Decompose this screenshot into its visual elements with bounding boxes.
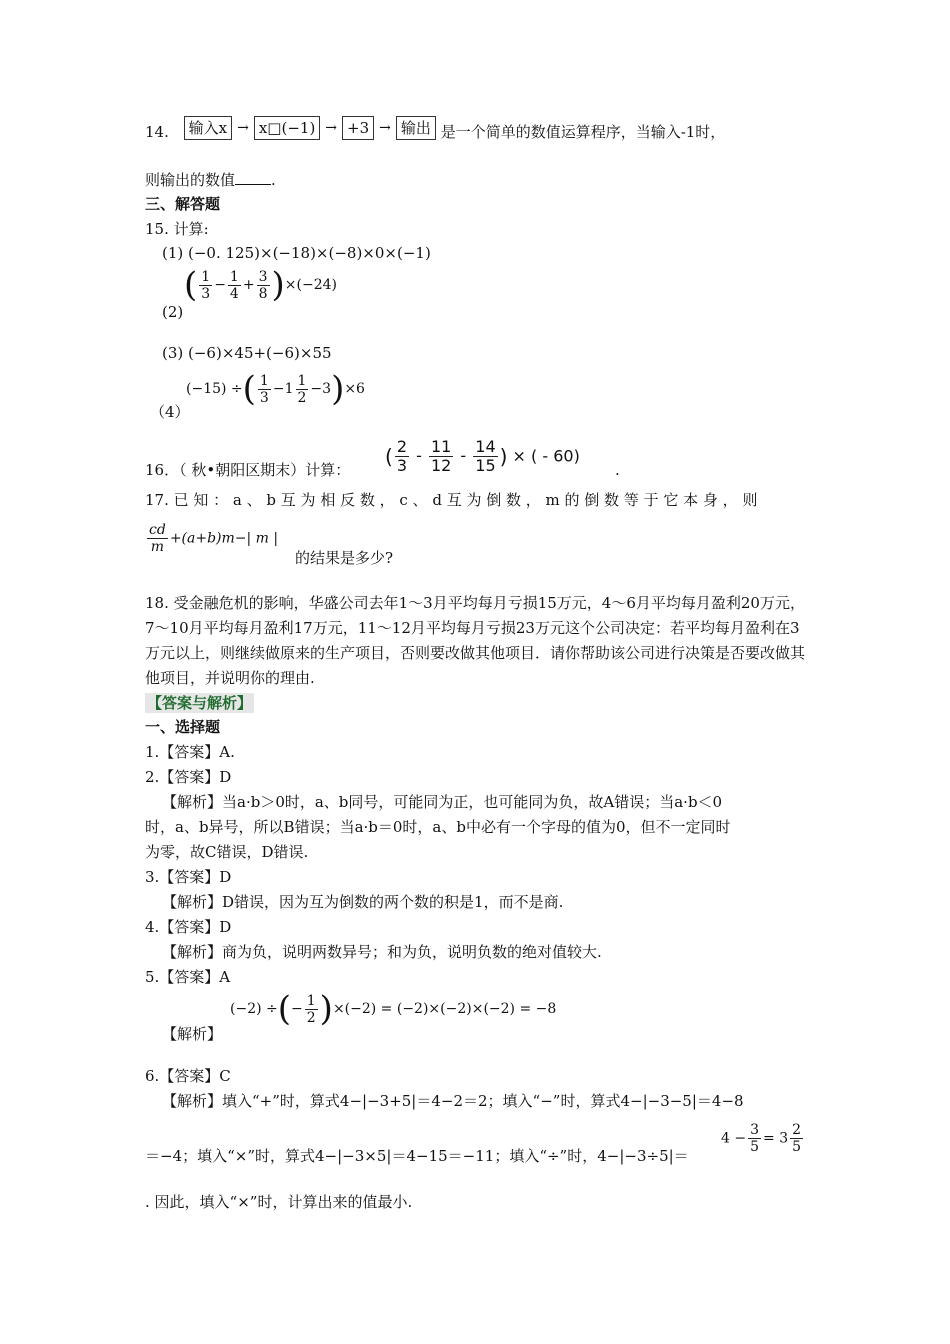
q14-number: 14. (145, 123, 169, 141)
answers-title-label: 【答案与解析】 (147, 694, 253, 712)
answer-5-formula: (−2) ÷(− $\frac{1}{2}$ )×(−2) = (−2)×(−2)×(−2) = −8 (230, 989, 557, 1029)
flow-box-output: 输出 (396, 116, 436, 140)
section-heading-3: 三、解答题 (145, 195, 221, 213)
q14-prompt: 则输出的数值 (145, 171, 236, 189)
q17-line1: 17. 已 知 ： a 、 b 互 为 相 反 数 ， c 、 d 互 为 倒 数 ， m 的 倒 数 等 于 它 本 身 ， 则 (145, 491, 758, 509)
answer-blank (235, 170, 271, 185)
answer-6-formula: 4 − $\frac{3}{5}$ = 3 $\frac{2}{5}$ (721, 1122, 802, 1155)
q15-part3: (3) (−6)×45+(−6)×55 (162, 344, 332, 362)
q15-part1: (1) (−0. 125)×(−18)×(−8)×0×(−1) (162, 244, 431, 262)
arrow-icon: → (379, 120, 391, 136)
fraction: $\frac{2}{5}$ (792, 1122, 802, 1155)
q14-text: 是一个简单的数值运算程序，当输入-1时， (440, 123, 726, 141)
q15-part4-expr: (−15) ÷( $\frac{1}{3}$ −1 $\frac{1}{2}$ −3)×6 (186, 369, 365, 409)
answer-6-explanation-3: . 因此，填入“×”时，计算出来的值最小. (145, 1193, 413, 1211)
fraction: $\frac{11}{12}$ (430, 437, 452, 475)
arrow-icon: → (237, 120, 249, 136)
fraction: $\frac{1}{4}$ (229, 268, 239, 302)
answer-2-explanation-3: 为零，故C错误，D错误. (145, 843, 309, 861)
q14-period: . (271, 171, 276, 189)
fraction: $\frac{cd}{m}$ (149, 522, 166, 555)
fraction: $\frac{3}{8}$ (258, 268, 268, 302)
answer-6-line2 (145, 1118, 810, 1165)
q15-part4-label: （4） (150, 403, 190, 421)
fraction: $\frac{2}{3}$ (396, 437, 407, 475)
q17-tail: 的结果是多少? (295, 549, 394, 567)
q18-text: 18. 受金融危机的影响，华盛公司去年1～3月平均每月亏损15万元，4～6月平均每月盈利20万元，7～10月平均每月盈利17万元，11～12月平均每月亏损23万元这个公司决定：若平均每月盈利在3万元以上，则继续做原来的生产项目，否则要改做其他项目．请你帮助该公司进行决策是否要改做其他项目，并说明你的理由. (145, 594, 806, 687)
fraction: $\frac{1}{3}$ (201, 268, 211, 302)
q16-period: . (615, 461, 620, 479)
fraction: $\frac{1}{2}$ (306, 992, 316, 1026)
fraction: $\frac{3}{5}$ (750, 1122, 760, 1155)
answer-3: 3.【答案】D (145, 868, 232, 886)
answer-3-explanation: 【解析】D错误，因为互为倒数的两个数的积是1，而不是商. (162, 893, 564, 911)
q17-expr: $\frac{cd}{m}$ +(a+b)m−| m | (149, 522, 279, 555)
answer-6: 6.【答案】C (145, 1067, 231, 1085)
fraction: $\frac{1}{2}$ (297, 372, 307, 406)
q16-expr: ( $\frac{2}{3}$ - $\frac{11}{12}$ - $\frac{14}{15}$ ) × ( - 60) (385, 437, 580, 475)
flow-box-add: +3 (342, 116, 374, 140)
section-heading-1: 一、选择题 (145, 718, 221, 736)
answer-6-explanation-1: 【解析】填入“+”时，算式4−|−3+5|＝4−2＝2；填入“−”时，算式4−|−3−5|＝4−8 (162, 1092, 744, 1110)
answer-6-explanation-2: ＝−4；填入“×”时，算式4−|−3×5|＝4−15＝−11；填入“÷”时，4−|−3÷5|＝ (145, 1147, 689, 1165)
answer-4-explanation: 【解析】商为负，说明两数异号；和为负，说明负数的绝对值较大. (162, 943, 602, 961)
q15-heading: 15. 计算: (145, 220, 209, 238)
answer-5: 5.【答案】A (145, 968, 231, 986)
q16-text: 16．（ 秋•朝阳区期末）计算： (145, 461, 351, 479)
flow-box-multiply: x□(−1) (254, 116, 320, 140)
answer-1: 1.【答案】A. (145, 743, 235, 761)
answer-4: 4.【答案】D (145, 918, 232, 936)
answer-2: 2.【答案】D (145, 768, 232, 786)
fraction: $\frac{1}{3}$ (259, 372, 269, 406)
q15-part2-expr: ( $\frac{1}{3}$ − $\frac{1}{4}$ + $\frac{3}{8}$ )×(−24) (184, 265, 337, 305)
answer-2-explanation-1: 【解析】当a·b＞0时，a、b同号，可能同为正，也可能同为负，故A错误；当a·b＜0 (162, 793, 723, 811)
q15-part2-label: (2) (162, 303, 184, 321)
q14-line1 (145, 119, 726, 142)
answer-2-explanation-2: 时，a、b异号，所以B错误；当a·b＝0时，a、b中必有一个字母的值为0，但不一定同时 (145, 818, 731, 836)
answer-5-label: 【解析】 (162, 1025, 223, 1043)
fraction: $\frac{14}{15}$ (475, 437, 496, 475)
arrow-icon: → (325, 120, 338, 136)
flow-box-input: 输入x (184, 116, 232, 140)
q14-line2 (145, 170, 276, 190)
flow-diagram (184, 116, 436, 140)
answers-title (145, 693, 254, 713)
